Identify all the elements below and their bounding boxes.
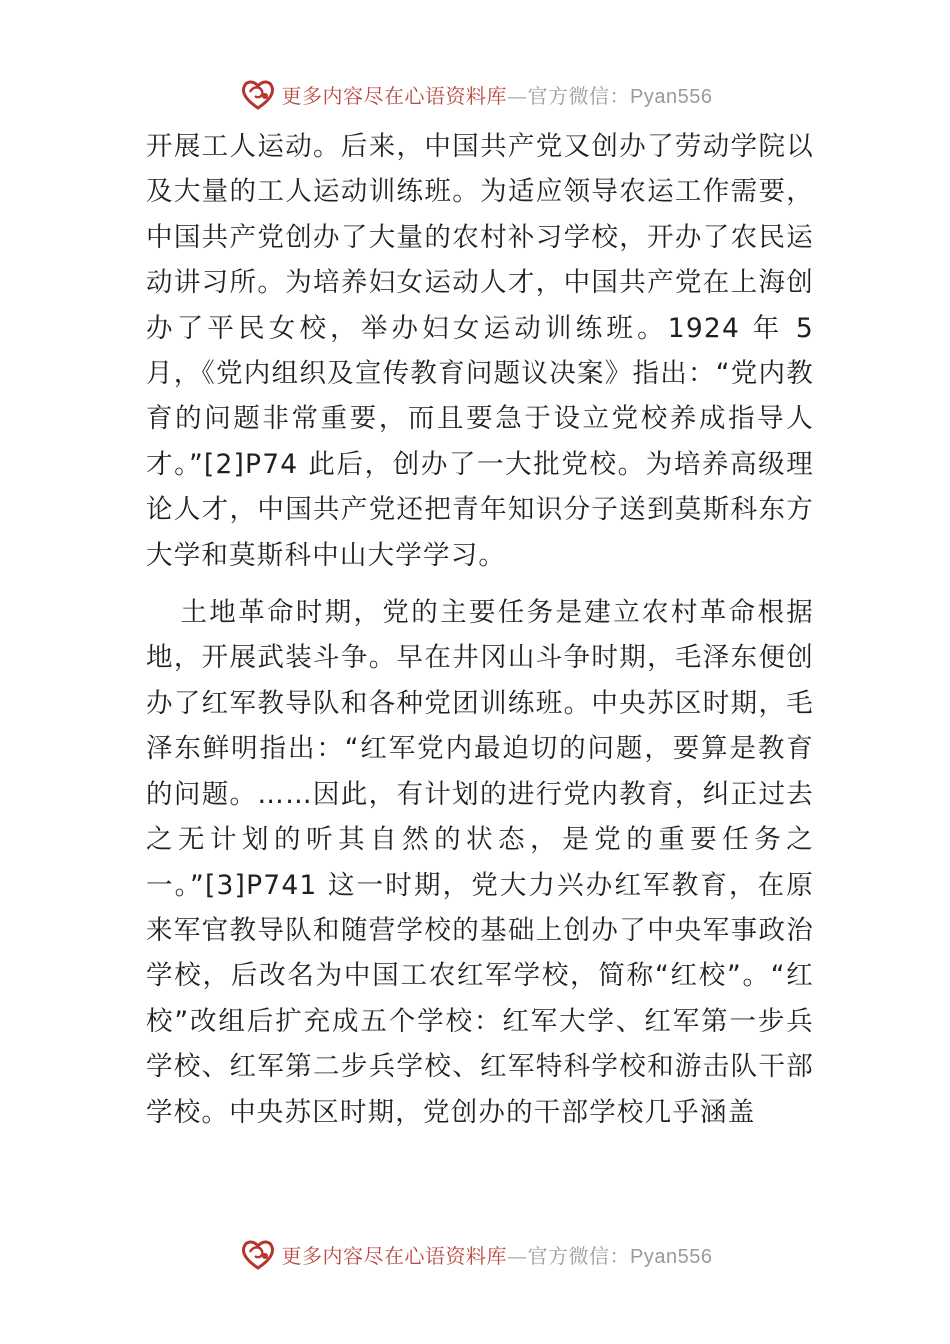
- header-banner: [0, 72, 950, 116]
- banner-wechat-id: Pyan556: [630, 85, 713, 108]
- document-body: [146, 124, 814, 1135]
- paragraph-1: 开展工人运动。后来，中国共产党又创办了劳动学院以及大量的工人运动训练班。为适应领导农运工作需要，中国共产党创办了大量的农村补习学校，开办了农民运动讲习所。为培养妇女运动人才，中国共产党在上海创办了平民女校，举办妇女运动训练班。1924 年 5 月，《党内组织及宣传教育问题议决案》指出：“党内教育的问题非常重要，而且要急于设立党校养成指导人才。”[2]P74 此后，创办了一大批党校。为培养高级理论人才，中国共产党还把青年知识分子送到莫斯科东方大学和莫斯科中山大学学习。: [146, 131, 814, 571]
- paragraph-2: 土地革命时期，党的主要任务是建立农村革命根据地，开展武装斗争。早在井冈山斗争时期，毛泽东便创办了红军教导队和各种党团训练班。中央苏区时期，毛泽东鲜明指出：“红军党内最迫切的问题，要算是教育的问题。……因此，有计划的进行党内教育，纠正过去之无计划的听其自然的状态，是党的重要任务之一。”[3]P741 这一时期，党大力兴办红军教育，在原来军官教导队和随营学校的基础上创办了中央军事政治学校，后改名为中国工农红军学校，简称“红校”。“红校”改组后扩充成五个学校：红军大学、红军第一步兵学校、红军第二步兵学校、红军特科学校和游击队干部学校。中央苏区时期，党创办的干部学校几乎涵盖: [146, 597, 814, 1128]
- header-banner-text: [282, 80, 713, 109]
- banner-wechat-label: 官方微信：: [527, 83, 631, 108]
- banner-separator: —: [507, 1243, 528, 1268]
- banner-separator: —: [507, 83, 528, 108]
- logo-icon: [238, 74, 278, 114]
- logo-icon: [238, 1234, 278, 1274]
- banner-wechat-id: Pyan556: [630, 1245, 713, 1268]
- footer-banner: [0, 1232, 950, 1276]
- banner-title: 更多内容尽在心语资料库: [281, 83, 508, 108]
- footer-banner-text: [282, 1240, 713, 1269]
- banner-wechat-label: 官方微信：: [527, 1243, 631, 1268]
- banner-title: 更多内容尽在心语资料库: [281, 1243, 508, 1268]
